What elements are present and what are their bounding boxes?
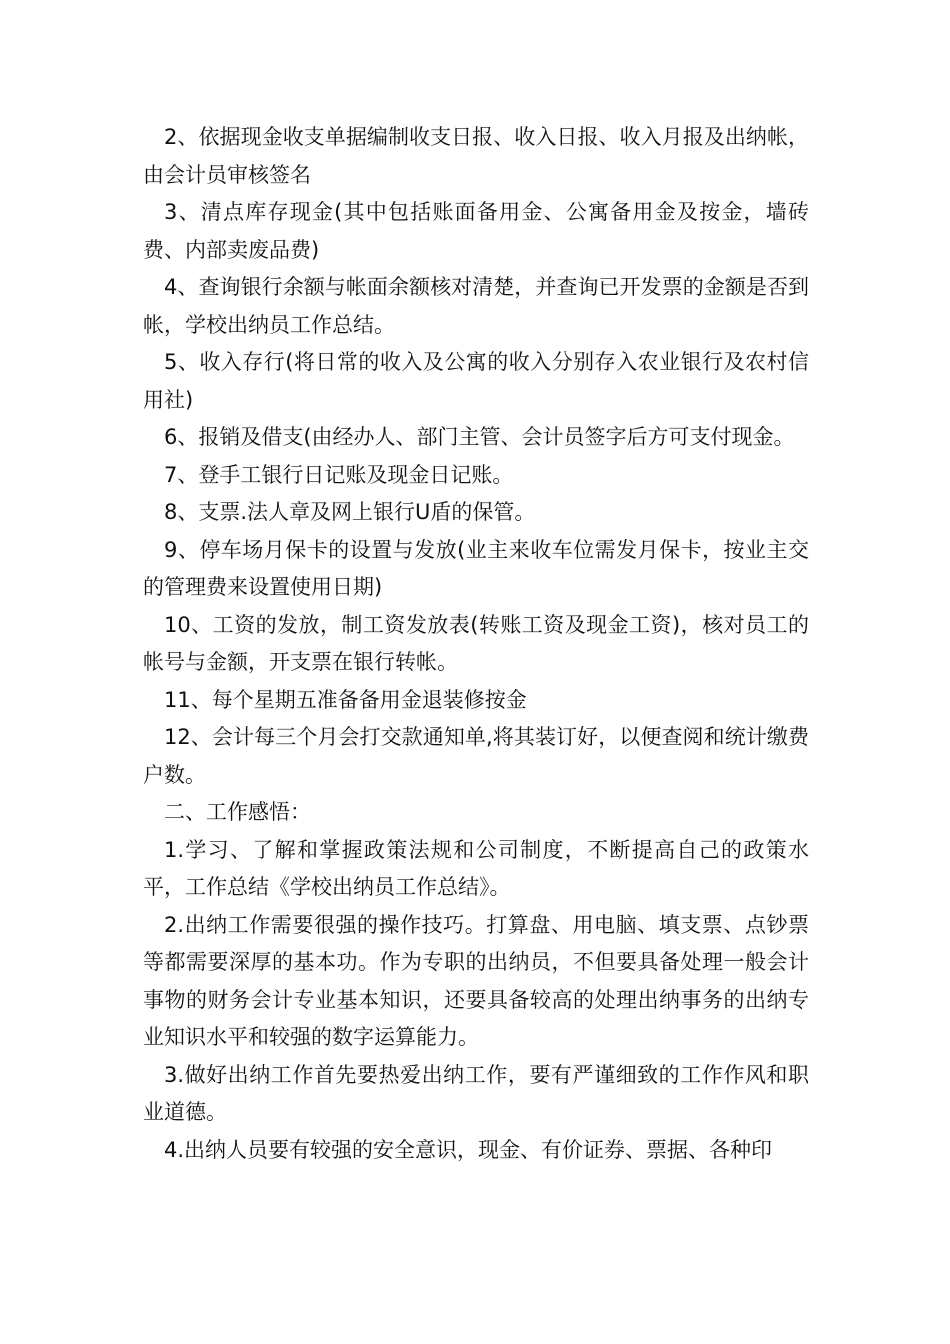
paragraph-item-9: 9、停车场月保卡的设置与发放(业主来收车位需发月保卡，按业主交的管理费来设置使用日期): [143, 537, 809, 599]
section-heading: 二、工作感悟：: [164, 800, 311, 824]
paragraph-item-6: 6、报销及借支(由经办人、部门主管、会计员签字后方可支付现金。: [164, 425, 795, 449]
document-page: [143, 119, 809, 1169]
paragraph-item-5: 5、收入存行(将日常的收入及公寓的收入分别存入农业银行及农村信用社): [143, 350, 809, 412]
insight-item-1: 1.学习、了解和掌握政策法规和公司制度，不断提高自己的政策水平，工作总结《学校出纳员工作总结》。: [143, 837, 809, 899]
paragraph-item-2: 2、依据现金收支单据编制收支日报、收入日报、收入月报及出纳帐，由会计员审核签名: [143, 125, 809, 187]
paragraph-item-10: 10、工资的发放，制工资发放表(转账工资及现金工资)，核对员工的帐号与金额，开支票在银行转帐。: [143, 612, 809, 674]
insight-item-4: 4.出纳人员要有较强的安全意识，现金、有价证券、票据、各种印: [164, 1137, 773, 1162]
paragraph-item-4: 4、查询银行余额与帐面余额核对清楚，并查询已开发票的金额是否到帐，学校出纳员工作总结。: [143, 275, 809, 337]
paragraph-item-12: 12、会计每三个月会打交款通知单,将其装订好，以便查阅和统计缴费户数。: [143, 725, 809, 787]
insight-item-2: 2.出纳工作需要很强的操作技巧。打算盘、用电脑、填支票、点钞票等都需要深厚的基本功。作为专职的出纳员，不但要具备处理一般会计事物的财务会计专业基本知识，还要具备较高的处理出纳事务的出纳专业知识水平和较强的数字运算能力。: [143, 912, 809, 1049]
insight-item-3: 3.做好出纳工作首先要热爱出纳工作，要有严谨细致的工作作风和职业道德。: [143, 1062, 809, 1124]
paragraph-item-8: 8、支票.法人章及网上银行U盾的保管。: [164, 500, 536, 524]
paragraph-item-11: 11、每个星期五准备备用金退装修按金: [164, 687, 527, 712]
paragraph-item-7: 7、登手工银行日记账及现金日记账。: [164, 462, 514, 487]
paragraph-item-3: 3、清点库存现金(其中包括账面备用金、公寓备用金及按金，墙砖费、内部卖废品费): [143, 200, 809, 262]
